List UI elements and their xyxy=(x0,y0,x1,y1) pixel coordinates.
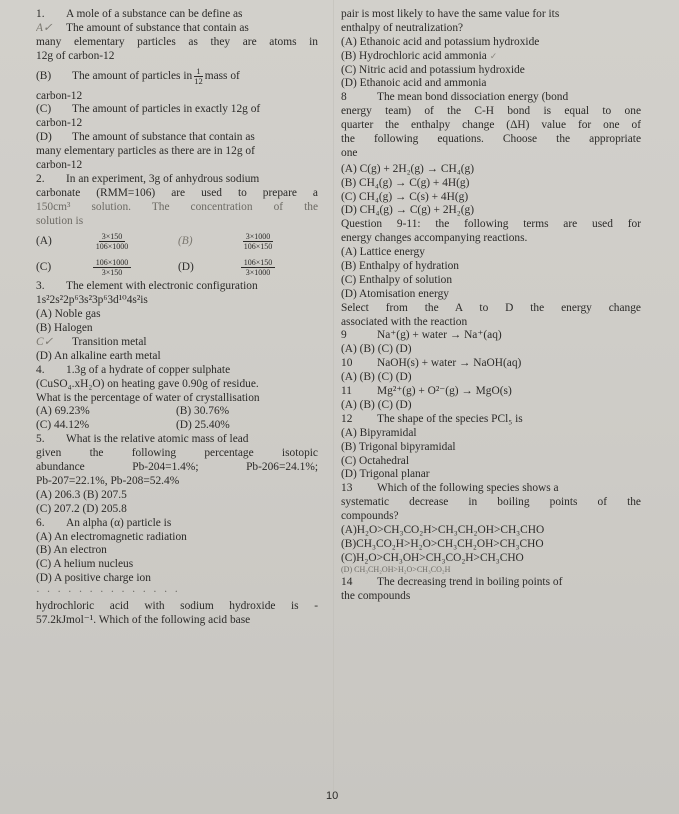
fraction-den: 3×1000 xyxy=(245,267,271,277)
fraction-den: 12 xyxy=(194,76,203,87)
q6-line xyxy=(36,517,318,531)
option-label: (C) xyxy=(36,260,52,273)
q8-line: one xyxy=(341,146,358,159)
q11-equation: Mg²⁺(g) + O²⁻(g) → MgO(s) xyxy=(377,385,512,398)
q4-options-cd xyxy=(36,419,318,433)
option-d: (D) 25.40% xyxy=(176,419,230,432)
q9-11-instruction: associated with the reaction xyxy=(341,315,468,328)
term-b: (B) Enthalpy of hydration xyxy=(341,260,459,273)
q8-option-d: (D) CH₄(g) → C(g) + 2H₂(g) xyxy=(341,204,474,217)
q14-line xyxy=(341,576,641,590)
column-divider xyxy=(333,0,334,800)
option-text: The amount of particles in exactly 12g of xyxy=(72,103,261,116)
option-text: carbon-12 xyxy=(36,159,83,172)
fraction-num: 106×1000 xyxy=(93,258,132,268)
q3-line xyxy=(36,280,318,294)
option-c: (C) 44.12% xyxy=(36,419,90,432)
q3-option-d: (D) An alkaline earth metal xyxy=(36,349,161,362)
q3-text: The element with electronic configuration xyxy=(66,280,258,293)
q3-option-c xyxy=(36,336,318,350)
q8-option-a: (A) C(g) + 2H₂(g) → CH₄(g) xyxy=(341,162,474,175)
q2-line xyxy=(36,173,318,187)
fraction-den: 3×150 xyxy=(101,267,123,277)
q12-option-c: (C) Octahedral xyxy=(341,454,409,467)
q7-option-a: (A) Ethanoic acid and potassium hydroxide xyxy=(341,35,540,48)
q5-line: Pb-207=22.1%, Pb-208=52.4% xyxy=(36,474,180,487)
q4-line: What is the percentage of water of crystallisation xyxy=(36,391,260,404)
q9-11-intro: Question 9-11: the following terms are used for xyxy=(341,218,641,231)
left-column xyxy=(36,8,318,628)
option-text: mass of xyxy=(204,69,240,82)
q10-equation: NaOH(s) + water → NaOH(aq) xyxy=(377,357,522,370)
q2-line: carbonate (RMM=106) are used to prepare a xyxy=(36,186,318,199)
q4-line xyxy=(36,364,318,378)
fraction-den: 106×150 xyxy=(243,241,273,251)
q13-line: systematic decrease in boiling points of the xyxy=(341,496,641,509)
q6-option-a: (A) An electromagnetic radiation xyxy=(36,530,187,543)
q12-line xyxy=(341,413,641,427)
q7-option-c: (C) Nitric acid and potassium hydroxide xyxy=(341,63,525,76)
option-text: carbon-12 xyxy=(36,89,83,102)
q14-number: 14 xyxy=(341,575,353,588)
q14-line: the compounds xyxy=(341,589,411,602)
q13-option-c: (C)H₂O>CH₃OH>CH₃CO₂H>CH₃CHO xyxy=(341,551,524,564)
option-label: (D) xyxy=(36,131,52,144)
q9-equation: Na⁺(g) + water → Na⁺(aq) xyxy=(377,329,502,342)
q12-text: The shape of the species PCl₅ is xyxy=(377,412,523,425)
q2-line: 150cm³ solution. The concentration of the xyxy=(36,200,318,213)
q12-option-d: (D) Trigonal planar xyxy=(341,468,430,481)
option-text: The amount of particles in xyxy=(72,69,193,82)
q8-text: The mean bond dissociation energy (bond xyxy=(377,91,569,104)
q3-line: 1s²2s²2p⁶3s²3p⁶3d¹⁰4s²is xyxy=(36,294,148,307)
option-text: (B) Hydrochloric acid ammonia xyxy=(341,49,487,62)
q2-options-ab xyxy=(36,228,318,254)
q13-option-d: (D) CH₃CH₂OH>H₂O>CH₃CO₂H xyxy=(341,565,451,574)
q1-line xyxy=(36,22,318,36)
q13-line xyxy=(341,482,641,496)
q7-line: enthalpy of neutralization? xyxy=(341,21,464,34)
option-label: (B) xyxy=(36,69,52,82)
q7-line: hydrochloric acid with sodium hydroxide is - xyxy=(36,599,318,612)
option-label: (D) xyxy=(178,260,194,273)
q12-number: 12 xyxy=(341,412,353,425)
q6-option-b: (B) An electron xyxy=(36,544,107,557)
q13-option-b: (B)CH₃CO₂H>H₂O>CH₃CH₂OH>CH₃CHO xyxy=(341,537,544,550)
q1-line: many elementary particles as they are atoms in xyxy=(36,35,318,48)
fraction-num: 3×1000 xyxy=(243,232,274,242)
option-a: (A) 69.23% xyxy=(36,405,90,418)
q1-line xyxy=(36,8,318,22)
q11-options: (A) (B) (C) (D) xyxy=(341,398,412,411)
q8-option-b: (B) CH₄(g) → C(g) + 4H(g) xyxy=(341,176,470,189)
option-text: Transition metal xyxy=(72,336,147,349)
q1-line: 12g of carbon-12 xyxy=(36,49,115,62)
answer-mark: C✓ xyxy=(36,336,54,349)
q7-line: 57.2kJmol⁻¹. Which of the following acid base xyxy=(36,613,251,626)
q9-line xyxy=(341,329,641,343)
q4-number: 4. xyxy=(36,363,45,376)
q3-option-a: (A) Noble gas xyxy=(36,308,101,321)
q1-option-c xyxy=(36,103,318,117)
q12-option-b: (B) Trigonal bipyramidal xyxy=(341,440,456,453)
cut-off-line: · · · · · · · · · · · · · · xyxy=(36,586,181,599)
q9-options: (A) (B) (C) (D) xyxy=(341,343,412,356)
fraction-num: 1 xyxy=(194,67,203,77)
q1-text: The amount of substance that contain as xyxy=(66,21,249,34)
q8-option-c: (C) CH₄(g) → C(s) + 4H(g) xyxy=(341,190,469,203)
check-mark: ✓ xyxy=(489,50,498,61)
q2-text: In an experiment, 3g of anhydrous sodium xyxy=(66,172,260,185)
q2-line: solution is xyxy=(36,214,84,227)
fraction xyxy=(218,232,298,251)
q8-line: energy team) of the C-H bond is equal to one xyxy=(341,105,641,118)
fraction-num: 3×150 xyxy=(99,232,126,242)
q10-options: (A) (B) (C) (D) xyxy=(341,371,412,384)
option-text: carbon-12 xyxy=(36,117,83,130)
fraction-num: 106×150 xyxy=(241,258,276,268)
option-label: (A) xyxy=(36,234,52,247)
option-label: (C) xyxy=(36,103,52,116)
fraction xyxy=(72,258,152,277)
q1-option-b xyxy=(36,64,318,90)
q9-number: 9 xyxy=(341,329,347,342)
q3-option-b: (B) Halogen xyxy=(36,322,93,335)
answer-mark: A✓ xyxy=(36,21,53,34)
q14-text: The decreasing trend in boiling points of xyxy=(377,575,563,588)
q5-text: What is the relative atomic mass of lead xyxy=(66,433,249,446)
option-b: (B) 30.76% xyxy=(176,405,230,418)
page-number: 10 xyxy=(326,790,339,802)
q4-options-ab xyxy=(36,405,318,419)
q13-line: compounds? xyxy=(341,510,399,523)
q2-number: 2. xyxy=(36,172,45,185)
q13-text: Which of the following species shows a xyxy=(377,482,559,495)
q5-line: given the following percentage isotopic xyxy=(36,447,318,460)
term-a: (A) Lattice energy xyxy=(341,246,425,259)
term-d: (D) Atomisation energy xyxy=(341,287,449,300)
q7-option-b xyxy=(341,50,641,64)
q5-number: 5. xyxy=(36,433,45,446)
q6-option-c: (C) A helium nucleus xyxy=(36,558,134,571)
q12-option-a: (A) Bipyramidal xyxy=(341,426,417,439)
q1-option-d xyxy=(36,131,318,145)
q6-option-d: (D) A positive charge ion xyxy=(36,572,151,585)
q1-text: A mole of a substance can be define as xyxy=(66,8,243,20)
q5-options-ab: (A) 206.3 (B) 207.5 xyxy=(36,488,127,501)
q2-options-cd xyxy=(36,254,318,280)
q4-line: (CuSO₄.xH₂O) on heating gave 0.90g of residue. xyxy=(36,377,259,390)
option-text: many elementary particles as there are in 12g of xyxy=(36,145,255,158)
fraction-den: 106×1000 xyxy=(95,241,129,251)
q8-line: quarter the enthalpy change (ΔH) value for one of xyxy=(341,119,641,132)
q9-11-instruction: Select from the A to D the energy change xyxy=(341,301,641,314)
fraction xyxy=(218,258,298,277)
right-column xyxy=(341,8,641,603)
q8-line xyxy=(341,91,641,105)
q8-number: 8 xyxy=(341,91,347,104)
fraction xyxy=(72,232,152,251)
q6-number: 6. xyxy=(36,516,45,529)
q10-line xyxy=(341,357,641,371)
q7-option-d: (D) Ethanoic acid and ammonia xyxy=(341,77,487,90)
option-text: The amount of substance that contain as xyxy=(72,131,255,144)
q1-number: 1. xyxy=(36,8,45,20)
q5-line: abundance Pb-204=1.4%; Pb-206=24.1%; xyxy=(36,461,318,474)
q6-text: An alpha (α) particle is xyxy=(66,516,172,529)
q11-number: 11 xyxy=(341,385,352,398)
q8-line: the following equations. Choose the appropriate xyxy=(341,133,641,146)
q13-option-a: (A)H₂O>CH₃CO₂H>CH₃CH₂OH>CH₃CHO xyxy=(341,523,545,536)
q4-text: 1.3g of a hydrate of copper sulphate xyxy=(66,363,231,376)
q5-options-cd: (C) 207.2 (D) 205.8 xyxy=(36,502,127,515)
q7-line: pair is most likely to have the same value for its xyxy=(341,8,560,20)
q9-11-intro: energy changes accompanying reactions. xyxy=(341,232,528,245)
q10-number: 10 xyxy=(341,357,353,370)
q3-number: 3. xyxy=(36,280,45,293)
term-c: (C) Enthalpy of solution xyxy=(341,273,453,286)
q11-line xyxy=(341,385,641,399)
option-label: (B) xyxy=(178,234,193,247)
q13-number: 13 xyxy=(341,482,353,495)
fraction xyxy=(194,67,203,86)
q5-line xyxy=(36,433,318,447)
